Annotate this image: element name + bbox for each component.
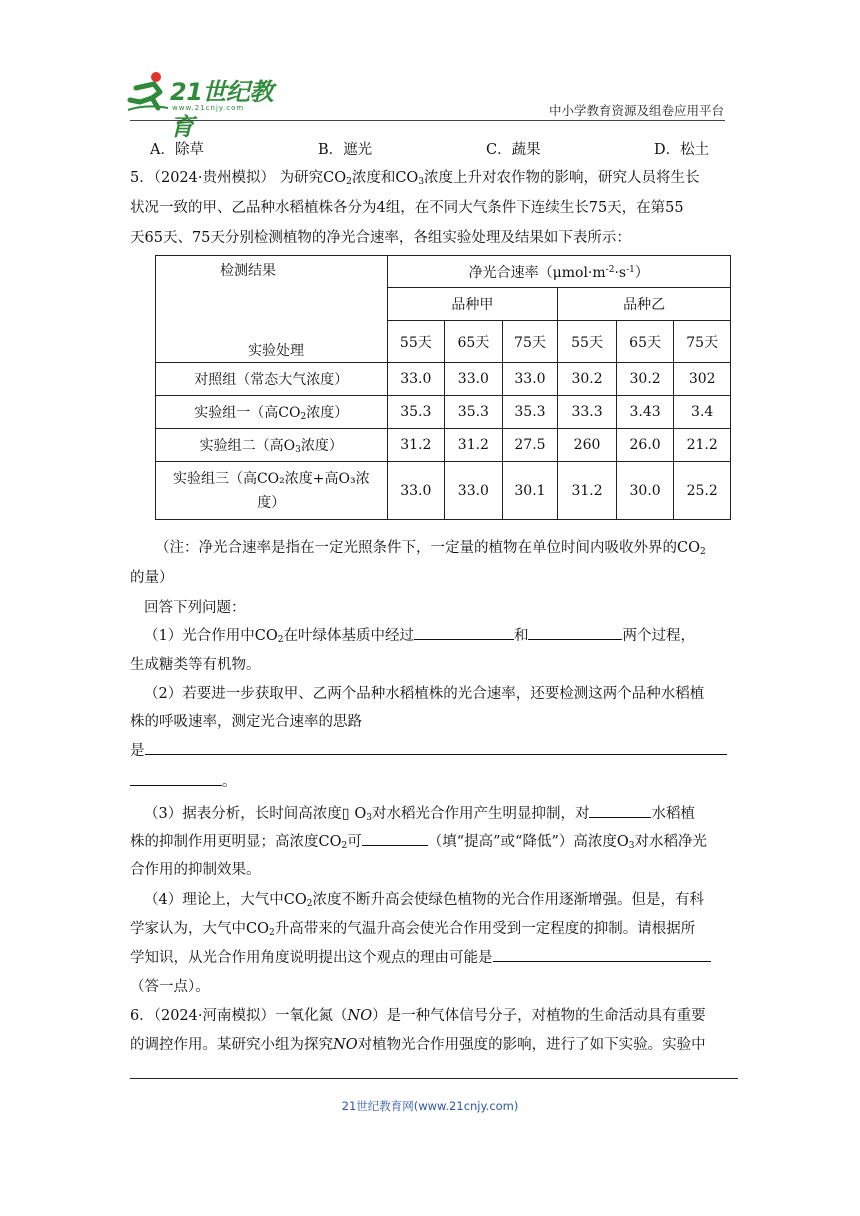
table-cell: 35.3 [445, 396, 503, 429]
platform-name: 中小学教育资源及组卷应用平台 [548, 103, 724, 118]
header-divider [130, 120, 725, 121]
answer-blank[interactable] [493, 947, 711, 962]
main-header: 净光合速率$(\mu mol\cdot m^{-2}\cdot s^{-1})$ [387, 256, 730, 288]
table-corner-cell [156, 256, 388, 363]
sub-question-1: （1）光合作用中$CO_2$在叶绿体基质中经过 和 两个过程， [130, 621, 728, 651]
table-cell: 31.2 [558, 462, 617, 520]
day-header: 55天 [558, 321, 617, 363]
table-cell: 302 [674, 363, 731, 396]
table-cell: 35.3 [502, 396, 558, 429]
table-note: （注：净光合速率是指在一定光照条件下，一定量的植物在单位时间内吸收外界的$CO_2$ [155, 540, 706, 557]
table-cell: 30.1 [502, 462, 558, 520]
sub-question-3-line-3: 合作用的抑制效果。 [130, 862, 261, 878]
answer-blank[interactable] [589, 803, 651, 818]
row-label: 实验组二（高$O_3$浓度） [156, 429, 388, 462]
day-header: 55天 [387, 321, 445, 363]
table-note-cont: 的量） [130, 570, 174, 586]
corner-bottom-label: 实验处理 [248, 343, 304, 359]
question-5-stem [130, 163, 728, 253]
table-cell: 33.0 [445, 462, 503, 520]
question-6-line-1: 6．（2024·河南模拟）一氧化氮（NO）是一种气体信号分子，对植物的生命活动具有重要 [130, 1008, 706, 1024]
answer-blank[interactable] [362, 831, 428, 846]
answer-blank[interactable] [528, 625, 622, 640]
table-cell: 25.2 [674, 462, 731, 520]
answer-blank[interactable] [145, 740, 727, 755]
table-cell: 33.0 [445, 363, 503, 396]
runner-logo-icon [126, 70, 170, 114]
corner-top-label: 检测结果 [220, 263, 276, 279]
table-cell: 31.2 [445, 429, 503, 462]
table-row [156, 396, 731, 429]
table-row [156, 363, 731, 396]
table-cell: 30.0 [616, 462, 674, 520]
option-a: A．除草 [150, 142, 204, 158]
table-cell: 35.3 [387, 396, 445, 429]
table-cell: 27.5 [502, 429, 558, 462]
table-cell: 30.2 [558, 363, 617, 396]
table-row [156, 462, 731, 520]
q5-line-3: 天65天、75天分别检测植物的净光合速率，各组实验处理及结果如下表所示： [130, 230, 631, 246]
table-cell: 3.43 [616, 396, 674, 429]
q5-line-1: 5．（2024·贵州模拟） 为研究$CO_2$浓度和$CO_3$浓度上升对农作物的影响，研究人员将生长 [130, 170, 700, 187]
q5-line-2: 状况一致的甲、乙品种水稻植株各分为4组，在不同大气条件下连续生长75天，在第55 [130, 200, 684, 216]
table-cell: 21.2 [674, 429, 731, 462]
answer-blank[interactable] [414, 625, 514, 640]
site-logo [126, 70, 296, 141]
table-cell: 30.2 [616, 363, 674, 396]
table-cell: 33.0 [387, 363, 445, 396]
footer-link[interactable]: 21世纪教育网(www.21cnjy.com) [341, 1099, 519, 1113]
table-cell: 33.3 [558, 396, 617, 429]
sub-question-4: （4）理论上，大气中$CO_2$浓度不断升高会使绿色植物的光合作用逐渐增强。但是，有科 [144, 892, 704, 909]
sub-question-4-line-2: 学家认为，大气中$CO_2$升高带来的气温升高会使光合作用受到一定程度的抑制。请根据所 [130, 921, 696, 938]
sub-question-3-line-2: 株的抑制作用更明显；高浓度$CO_2$可 （填“提高”或“降低”）高浓度$O_3$对水稻净光 [130, 827, 728, 857]
results-table [155, 255, 731, 520]
question-6-line-2: 的调控作用。某研究小组为探究NO对植物光合作用强度的影响，进行了如下实验。实验中 [130, 1037, 706, 1053]
table-cell: 33.0 [502, 363, 558, 396]
day-header: 65天 [616, 321, 674, 363]
logo-url: www.21cnjy.com [172, 104, 245, 112]
table-cell: 3.4 [674, 396, 731, 429]
variety-b-header: 品种乙 [558, 288, 731, 321]
sub-question-4-line-4: （答一点）。 [130, 979, 210, 995]
row-label: 实验组一（高$CO_2$浓度） [156, 396, 388, 429]
sub-question-1-cont: 生成糖类等有机物。 [130, 657, 261, 673]
day-header: 65天 [445, 321, 503, 363]
sub-question-3: （3）据表分析，长时间高浓度▯ $O_3$对水稻光合作用产生明显抑制，对 水稻植 [130, 799, 728, 829]
footer-divider [130, 1078, 738, 1079]
day-header: 75天 [502, 321, 558, 363]
logo-text: 21世纪教育 [170, 78, 273, 141]
table-cell: 26.0 [616, 429, 674, 462]
answer-blank[interactable] [130, 771, 222, 786]
table-cell: 33.0 [387, 462, 445, 520]
table-row [156, 429, 731, 462]
sub-question-4-line-3: 学知识，从光合作用角度说明提出这个观点的理由可能是 [130, 943, 728, 973]
sub-question-2-cont: 株的呼吸速率，测定光合速率的思路 [130, 714, 362, 730]
option-c: C．蔬果 [486, 142, 541, 158]
table-cell: 31.2 [387, 429, 445, 462]
table-cell: 260 [558, 429, 617, 462]
sub-question-2-answer-end: 。 [130, 767, 728, 797]
variety-a-header: 品种甲 [387, 288, 558, 321]
row-label: 实验组三（高CO₂浓度+高O₃浓 度） [156, 462, 388, 520]
option-b: B．遮光 [318, 142, 373, 158]
sub-question-2: （2）若要进一步获取甲、乙两个品种水稻植株的光合速率，还要检测这两个品种水稻植 [144, 686, 705, 702]
sub-question-2-answer: 是 [130, 736, 728, 766]
row-label: 对照组（常态大气浓度） [156, 363, 388, 396]
option-d: D．松土 [654, 142, 710, 158]
day-header: 75天 [674, 321, 731, 363]
answer-intro: 回答下列问题： [144, 600, 246, 616]
